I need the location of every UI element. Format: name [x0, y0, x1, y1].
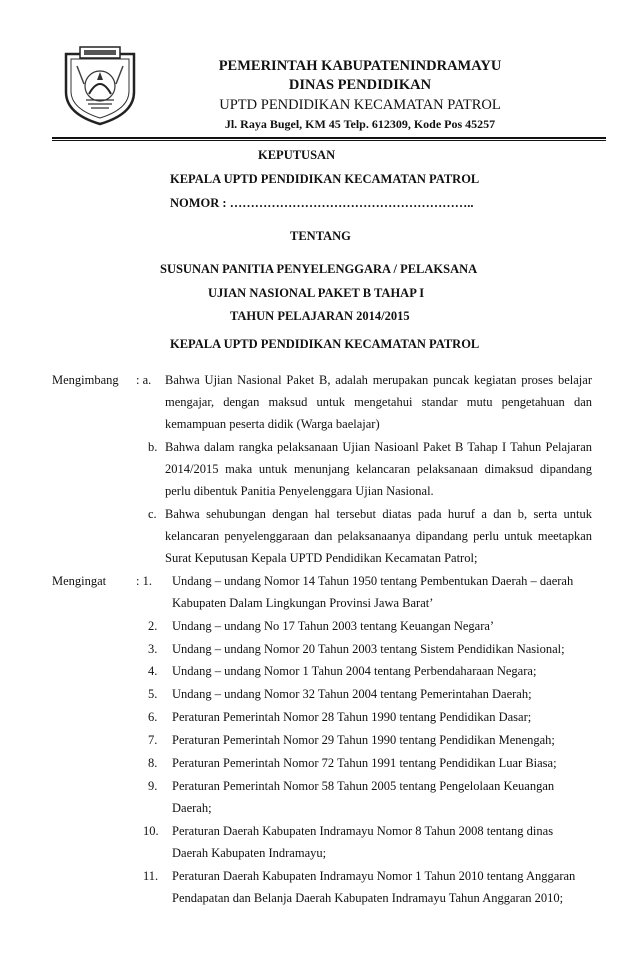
considering-c-line: kelancaran penyelenggaraan dan pelaksanaanya dipandang perlu untuk meetapkan	[165, 529, 592, 543]
considering-b-line: 2014/2015 maka untuk menunjang kelancaran pelaksanaan dimaksud dipandang	[165, 462, 592, 476]
law-item-line: Pendapatan dan Belanja Daerah Kabupaten Indramayu Tahun Anggaran 2010;	[172, 891, 564, 905]
considering-b-line: Bahwa dalam rangka pelaksanaan Ujian Nasioanl Paket B Tahap I Tahun Pelajaran	[165, 440, 592, 454]
decree-title: KEPUTUSAN	[258, 148, 336, 162]
decree-issuer: KEPALA UPTD PENDIDIKAN KECAMATAN PATROL	[170, 172, 480, 186]
considering-label: Mengimbang	[52, 373, 119, 387]
law-item-number: 4.	[148, 664, 158, 678]
law-item-line: Peraturan Daerah Kabupaten Indramayu Nomor 1 Tahun 2010 tentang Anggaran	[172, 869, 576, 883]
law-item-line: Peraturan Pemerintah Nomor 29 Tahun 1990 tentang Pendidikan Menengah;	[172, 733, 555, 747]
law-item-line: Undang – undang Nomor 20 Tahun 2003 tentang Sistem Pendidikan Nasional;	[172, 642, 565, 656]
law-item-number: 5.	[148, 687, 158, 701]
letterhead-divider	[52, 137, 606, 139]
subject-line-3: TAHUN PELAJARAN 2014/2015	[230, 309, 410, 323]
about-heading: TENTANG	[290, 229, 351, 243]
letterhead-address: Jl. Raya Bugel, KM 45 Telp. 612309, Kode Pos 45257	[224, 117, 496, 131]
law-item-number: 11.	[143, 869, 159, 883]
considering-c-line: Surat Keputusan Kepala UPTD Pendidikan Kecamatan Patrol;	[165, 551, 478, 565]
considering-a-line: kemampuan peserta didik (Warga baelajar)	[165, 417, 380, 431]
law-item-number: 2.	[148, 619, 158, 633]
law-item-line: Daerah Kabupaten Indramayu;	[172, 846, 327, 860]
letterhead-divider-thin	[52, 140, 606, 141]
law-item-number: 3.	[148, 642, 158, 656]
considering-a-line: mengajar, dengan maksud untuk mengetahui standar mutu pengetahuan dan	[165, 395, 592, 409]
law-item-line: Peraturan Pemerintah Nomor 28 Tahun 1990 tentang Pendidikan Dasar;	[172, 710, 532, 724]
considering-b-line: perlu dibentuk Panitia Penyelenggara Ujian Nasional.	[165, 484, 434, 498]
recalling-label: Mengingat	[52, 574, 107, 588]
law-item-number: 7.	[148, 733, 158, 747]
subject-line-2: UJIAN NASIONAL PAKET B TAHAP I	[208, 286, 425, 300]
law-item-line: Undang – undang No 17 Tahun 2003 tentang Keuangan Negara’	[172, 619, 495, 633]
subject-line-1: SUSUNAN PANITIA PENYELENGGARA / PELAKSANA	[160, 262, 478, 276]
considering-colon-a: : a.	[136, 373, 152, 387]
considering-b-marker: b.	[148, 440, 158, 454]
decree-number: NOMOR : …………………………………………………..	[170, 196, 474, 210]
law-item-line: Daerah;	[172, 801, 212, 815]
letterhead-office: UPTD PENDIDIKAN KECAMATAN PATROL	[219, 97, 501, 113]
law-item-line: Peraturan Daerah Kabupaten Indramayu Nomor 8 Tahun 2008 tentang dinas	[172, 824, 554, 838]
letterhead-agency: DINAS PENDIDIKAN	[288, 77, 432, 93]
recalling-colon: : 1.	[136, 574, 152, 588]
considering-c-line: Bahwa sehubungan dengan hal tersebut diatas pada huruf a dan b, serta untuk	[165, 507, 592, 521]
law-item-line: Undang – undang Nomor 32 Tahun 2004 tentang Pemerintahan Daerah;	[172, 687, 532, 701]
law-item-line: Undang – undang Nomor 1 Tahun 2004 tentang Perbendaharaan Negara;	[172, 664, 537, 678]
law-item-line: Peraturan Pemerintah Nomor 72 Tahun 1991 tentang Pendidikan Luar Biasa;	[172, 756, 557, 770]
law-item-number: 10.	[143, 824, 159, 838]
issuer-heading: KEPALA UPTD PENDIDIKAN KECAMATAN PATROL	[170, 337, 480, 351]
law-item-line: Peraturan Pemerintah Nomor 58 Tahun 2005 tentang Pengelolaan Keuangan	[172, 779, 555, 793]
law-item-line: Kabupaten Dalam Lingkungan Provinsi Jawa Barat’	[172, 596, 434, 610]
law-item-number: 8.	[148, 756, 158, 770]
law-item-number: 9.	[148, 779, 158, 793]
letterhead-government: PEMERINTAH KABUPATENINDRAMAYU	[218, 58, 502, 74]
considering-c-marker: c.	[148, 507, 157, 521]
law-item-line: Undang – undang Nomor 14 Tahun 1950 tentang Pembentukan Daerah – daerah	[172, 574, 574, 588]
law-item-number: 6.	[148, 710, 158, 724]
considering-a-line: Bahwa Ujian Nasional Paket B, adalah merupakan puncak kegiatan proses belajar	[165, 373, 592, 387]
